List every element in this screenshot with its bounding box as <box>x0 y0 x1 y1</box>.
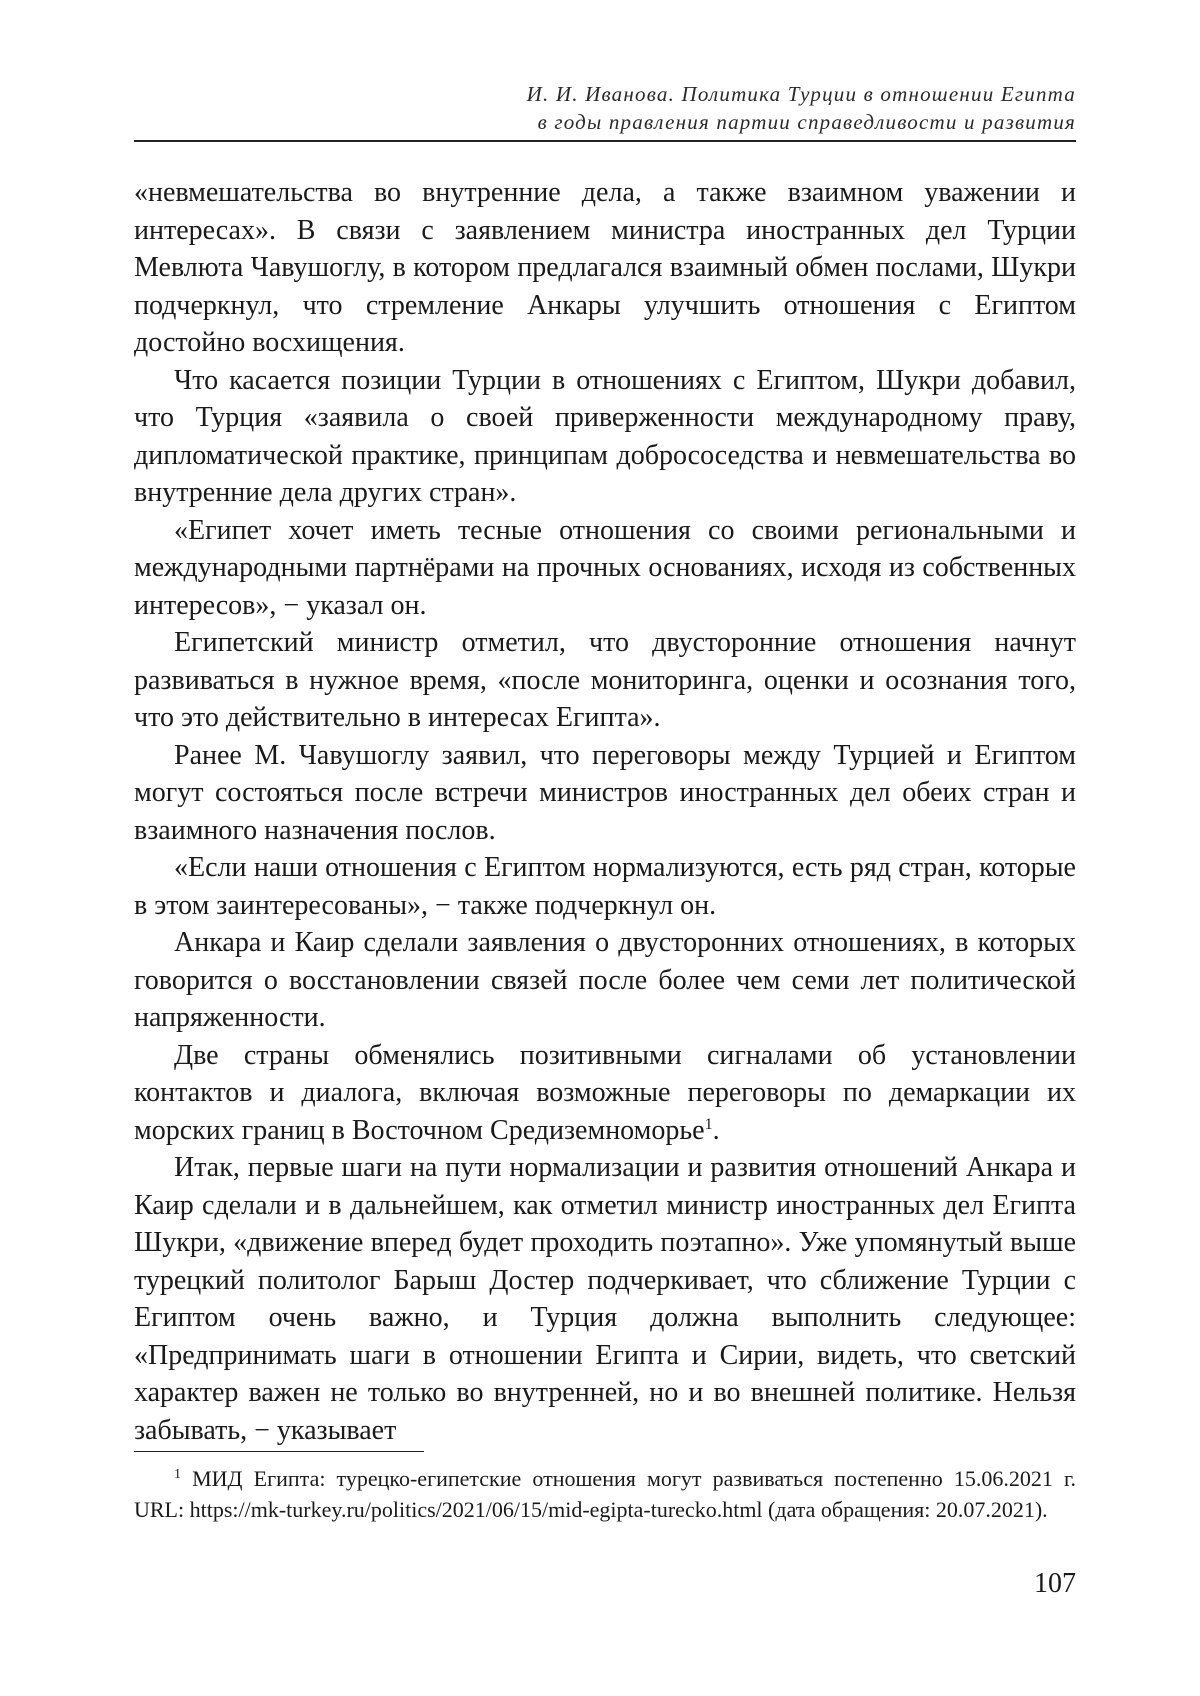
paragraph: Что касается позиции Турции в отношениях с Египтом, Шукри добавил, что Турция «заявила о своей приверженности международному праву, дипломатической практике, принципам добрососедства и невмешательства во внутренние дела других стран». <box>134 364 1076 508</box>
paragraph: «Если наши отношения с Египтом нормализуются, есть ряд стран, которые в этом заинтересованы», − также подчеркнул он. <box>134 852 1076 921</box>
paragraph: Ранее М. Чавушоглу заявил, что переговоры между Турцией и Египтом могут состояться после встречи министров иностранных дел обеих стран и взаимного назначения послов. <box>134 739 1076 846</box>
running-header <box>134 80 1076 136</box>
footnote-reference[interactable]: 1 <box>704 1115 713 1133</box>
paragraph-end-punct: . <box>712 1114 720 1146</box>
footnote-text: МИД Египта: турецко-египетские отношения могут развиваться постепенно 15.06.2021 г. URL: https://mk-turkey.ru/politics/2021/06/15/mid-egipta-turecko.html (дата обращения: 20.07.2021). <box>134 1466 1076 1522</box>
footnote-marker: 1 <box>174 1467 181 1482</box>
paragraph: Итак, первые шаги на пути нормализации и развития отношений Анкара и Каир сделали и в дальнейшем, как отметил министр иностранных дел Египта Шукри, «движение вперед будет проходить поэтапно». Уже упомянутый выше турецкий политолог Барыш Достер подчеркивает, что сближение Турции с Египтом очень важно, и Турция должна выполнить следующее: «Предпринимать шаги в отношении Египта и Сирии, видеть, что светский характер важен не только во внутренней, но и во внешней политике. Нельзя забывать, − указывает <box>134 1152 1076 1446</box>
page-number: 107 <box>1034 1568 1076 1599</box>
footnote <box>134 1463 1076 1525</box>
footnote-paragraph <box>134 1463 1076 1525</box>
body-text <box>134 174 1076 1449</box>
footnote-rule <box>134 1451 424 1452</box>
running-header-subtitle: в годы правления партии справедливости и развития <box>537 110 1076 134</box>
paragraph: «Египет хочет иметь тесные отношения со своими региональными и международными партнёрами на прочных основаниях, исходя из собственных интересов», − указал он. <box>134 514 1076 621</box>
paragraph: Анкара и Каир сделали заявления о двусторонних отношениях, в которых говорится о восстановлении связей после более чем семи лет политической напряженности. <box>134 927 1076 1033</box>
paragraph-with-footnote <box>134 1037 1076 1150</box>
paragraph: Египетский министр отметил, что двусторонние отношения начнут развиваться в нужное время, «после мониторинга, оценки и осознания того, что это действительно в интересах Египта». <box>134 627 1076 733</box>
running-header-author-title: И. И. Иванова. Политика Турции в отношении Египта <box>526 82 1076 106</box>
paragraph-text: Две страны обменялись позитивными сигналами об установлении контактов и диалога, включая возможные переговоры по демаркации их морских границ в Восточном Средиземноморье <box>134 1039 1076 1146</box>
header-rule <box>134 140 1076 142</box>
paragraph: «невмешательства во внутренние дела, а также взаимном уважении и интересах». В связи с заявлением министра иностранных дел Турции Мевлюта Чавушоглу, в котором предлагался взаимный обмен послами, Шукри подчеркнул, что стремление Анкары улучшить отношения с Египтом достойно восхищения. <box>134 177 1076 358</box>
